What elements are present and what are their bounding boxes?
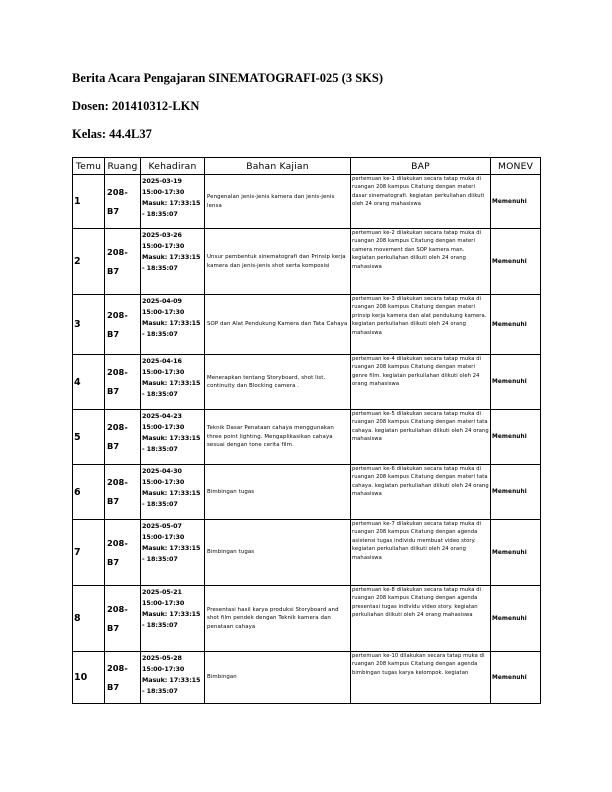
kehadiran-line: 15:00-17:30: [142, 665, 185, 673]
col-header-bap: BAP: [351, 158, 491, 175]
col-header-temu: Temu: [73, 158, 105, 175]
kehadiran-line: Masuk: 17:33:15: [142, 319, 201, 327]
cell-temu: 5: [73, 410, 105, 465]
kehadiran-line: 2025-05-21: [142, 588, 182, 596]
cell-temu: 4: [73, 355, 105, 410]
table-header-row: [73, 158, 541, 175]
kehadiran-line: 2025-04-30: [142, 467, 182, 475]
cell-monev: Memenuhi: [491, 652, 541, 704]
cell-ruang: 208-B7: [105, 586, 141, 652]
kehadiran-line: - 18:35:07: [142, 621, 178, 629]
cell-bahan-kajian: Presentasi hasil karya produksi Storyboard and shot film pendek dengan Teknik kamera dan penataan cahaya: [205, 586, 351, 652]
col-header-monev: MONEV: [491, 158, 541, 175]
kehadiran-line: 15:00-17:30: [142, 599, 185, 607]
kehadiran-line: Masuk: 17:33:15: [142, 610, 201, 618]
kehadiran-line: Masuk: 17:33:15: [142, 434, 201, 442]
table-row: [73, 175, 541, 229]
table-row: [73, 652, 541, 704]
cell-monev: Memenuhi: [491, 586, 541, 652]
kehadiran-line: Masuk: 17:33:15: [142, 676, 201, 684]
table-row: [73, 586, 541, 652]
kehadiran-line: 15:00-17:30: [142, 188, 185, 196]
kehadiran-line: 15:00-17:30: [142, 368, 185, 376]
cell-monev: Memenuhi: [491, 175, 541, 229]
cell-bap: pertemuan ke-5 dilakukan secara tatap muka di ruangan 208 kampus Citatung dengan materi tata cahaya. kegiatan perkuliahan diikuti oleh 24 orang mahasiswa: [351, 410, 491, 465]
cell-bahan-kajian: SOP dan Alat Pendukung Kamera dan Tata Cahaya: [205, 295, 351, 355]
teaching-record-table: [72, 157, 541, 704]
cell-kehadiran: [141, 520, 205, 586]
cell-kehadiran: [141, 355, 205, 410]
cell-bahan-kajian: Teknik Dasar Penataan cahaya menggunakan three point lighting. Mengaplikasikan cahaya sesuai dengan tone cerita film.: [205, 410, 351, 465]
kehadiran-line: 15:00-17:30: [142, 533, 185, 541]
kehadiran-line: 15:00-17:30: [142, 308, 185, 316]
col-header-ruang: Ruang: [105, 158, 141, 175]
kehadiran-line: - 18:35:07: [142, 500, 178, 508]
cell-bap: pertemuan ke-10 dilakukan secara tatap muka di ruangan 208 kampus Citatung dengan agenda bimbingan tugas karya kelompok. kegiatan: [351, 652, 491, 704]
kehadiran-line: Masuk: 17:33:15: [142, 253, 201, 261]
cell-temu: 1: [73, 175, 105, 229]
class-line: Kelas: 44.4L37: [72, 127, 152, 141]
cell-bahan-kajian: Menerapkan tentang Storyboard, shot list, continuity dan Blocking camera .: [205, 355, 351, 410]
page-title: Berita Acara Pengajaran SINEMATOGRAFI-025 (3 SKS): [72, 71, 383, 85]
kehadiran-line: 2025-03-26: [142, 231, 182, 239]
table-row: [73, 410, 541, 465]
kehadiran-line: 15:00-17:30: [142, 478, 185, 486]
cell-bahan-kajian: Pengenalan jenis-jenis kamera dan jenis-jenis lensa: [205, 175, 351, 229]
table-body: [73, 175, 541, 704]
table-row: [73, 229, 541, 295]
cell-ruang: 208-B7: [105, 465, 141, 520]
cell-kehadiran: [141, 295, 205, 355]
kehadiran-line: 2025-04-23: [142, 412, 182, 420]
kehadiran-line: Masuk: 17:33:15: [142, 489, 201, 497]
kehadiran-line: - 18:35:07: [142, 264, 178, 272]
cell-monev: Memenuhi: [491, 229, 541, 295]
table-row: [73, 355, 541, 410]
kehadiran-line: Masuk: 17:33:15: [142, 199, 201, 207]
cell-ruang: 208-B7: [105, 229, 141, 295]
cell-bap: pertemuan ke-4 dilakukan secara tatap muka di ruangan 208 kampus Citatung dengan materi genre film. kegiatan perkuliahan diikuti oleh 24 orang mahasiswa: [351, 355, 491, 410]
cell-temu: 10: [73, 652, 105, 704]
cell-kehadiran: [141, 586, 205, 652]
kehadiran-line: 15:00-17:30: [142, 423, 185, 431]
lecturer-line: Dosen: 201410312-LKN: [72, 99, 200, 113]
cell-monev: Memenuhi: [491, 295, 541, 355]
cell-kehadiran: [141, 175, 205, 229]
cell-ruang: 208-B7: [105, 410, 141, 465]
cell-bap: pertemuan ke-1 dilakukan secara tatap muka di ruangan 208 kampus Citatung dengan materi dasar sinematografi. kegiatan perkuliahan diikuti oleh 24 orang mahasiswa: [351, 175, 491, 229]
kehadiran-line: - 18:35:07: [142, 390, 178, 398]
kehadiran-line: 2025-05-28: [142, 654, 182, 662]
kehadiran-line: Masuk: 17:33:15: [142, 379, 201, 387]
kehadiran-line: Masuk: 17:33:15: [142, 544, 201, 552]
table-row: [73, 520, 541, 586]
cell-ruang: 208-B7: [105, 355, 141, 410]
kehadiran-line: - 18:35:07: [142, 330, 178, 338]
cell-ruang: 208-B7: [105, 295, 141, 355]
cell-bahan-kajian: Unsur pembentuk sinematografi dan Prinsip kerja kamera dan jenis-jenis shot serta komposisi: [205, 229, 351, 295]
cell-bahan-kajian: Bimbingan tugas: [205, 465, 351, 520]
cell-bap: pertemuan ke-6 dilakukan secara tatap muka di ruangan 208 kampus Citatung dengan materi tata cahaya. kegiatan perkuliahan diikuti oleh 24 orang mahasiswa: [351, 465, 491, 520]
table-row: [73, 295, 541, 355]
cell-kehadiran: [141, 652, 205, 704]
cell-bap: pertemuan ke-3 dilakukan secara tatap muka di ruangan 208 kampus Citatung dengan materi prinsip kerja kamera dan alat pendukung kamera. kegiatan perkuliahan diikuti oleh 24 orang mahasiswa: [351, 295, 491, 355]
cell-bap: pertemuan ke-2 dilakukan secara tatap muka di ruangan 208 kampus Citatung dengan materi camera movement dan SOP kamera man. kegiatan perkuliahan diikuti oleh 24 orang mahasiswa: [351, 229, 491, 295]
kehadiran-line: 2025-05-07: [142, 522, 182, 530]
cell-temu: 7: [73, 520, 105, 586]
cell-monev: Memenuhi: [491, 355, 541, 410]
cell-kehadiran: [141, 410, 205, 465]
cell-bap: pertemuan ke-7 dilakukan secara tatap muka di ruangan 208 kampus Citatung dengan agenda asistensi tugas individu membuat video story. kegiatan perkuliahan diikuti oleh 24 orang mahasiswa: [351, 520, 491, 586]
cell-monev: Memenuhi: [491, 410, 541, 465]
cell-kehadiran: [141, 465, 205, 520]
col-header-bahan-kajian: Bahan Kajian: [205, 158, 351, 175]
kehadiran-line: 2025-04-16: [142, 357, 182, 365]
kehadiran-line: - 18:35:07: [142, 687, 178, 695]
cell-temu: 2: [73, 229, 105, 295]
table-row: [73, 465, 541, 520]
cell-monev: Memenuhi: [491, 465, 541, 520]
kehadiran-line: - 18:35:07: [142, 210, 178, 218]
cell-ruang: 208-B7: [105, 652, 141, 704]
cell-temu: 3: [73, 295, 105, 355]
cell-bahan-kajian: Bimbingan tugas: [205, 520, 351, 586]
kehadiran-line: 15:00-17:30: [142, 242, 185, 250]
cell-temu: 8: [73, 586, 105, 652]
kehadiran-line: - 18:35:07: [142, 445, 178, 453]
cell-bahan-kajian: Bimbingan: [205, 652, 351, 704]
cell-bap: pertemuan ke-8 dilakukan secara tatap muka di ruangan 208 kampus Citatung dengan agenda presentasi tugas individu video story. kegiatan perkuliahan diikuti oleh 24 orang mahasiswa: [351, 586, 491, 652]
col-header-kehadiran: Kehadiran: [141, 158, 205, 175]
kehadiran-line: 2025-04-09: [142, 297, 182, 305]
cell-monev: Memenuhi: [491, 520, 541, 586]
cell-temu: 6: [73, 465, 105, 520]
cell-ruang: 208-B7: [105, 520, 141, 586]
cell-kehadiran: [141, 229, 205, 295]
kehadiran-line: 2025-03-19: [142, 177, 182, 185]
kehadiran-line: - 18:35:07: [142, 555, 178, 563]
cell-ruang: 208-B7: [105, 175, 141, 229]
